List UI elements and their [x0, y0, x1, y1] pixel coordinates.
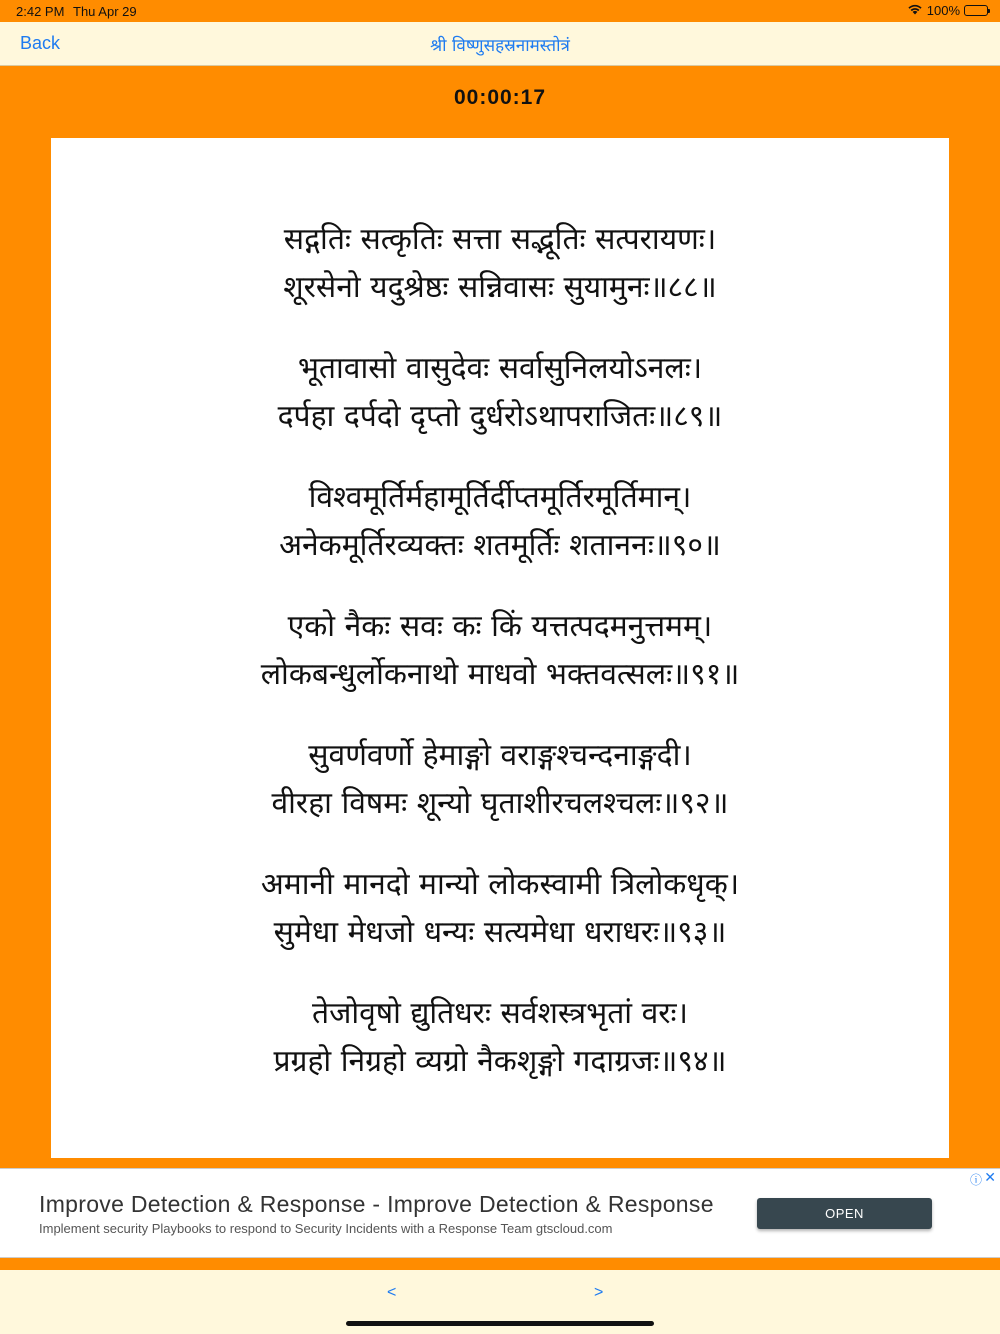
bottom-toolbar	[0, 1270, 1000, 1334]
close-icon[interactable]: ✕	[984, 1169, 996, 1185]
verse-line: विश्वमूर्तिर्महामूर्तिर्दीप्तमूर्तिरमूर्तिमान्।	[308, 480, 692, 515]
verse-line: वीरहा विषमः शून्यो घृताशीरचलश्चलः॥९२॥	[271, 786, 729, 821]
page-title: श्री विष्णुसहस्रनामस्तोत्रं	[430, 36, 570, 56]
verse-stanza	[51, 216, 949, 312]
verse-line: सद्गतिः सत्कृतिः सत्ता सद्भूतिः सत्परायणः।	[283, 222, 717, 257]
verse-stanza	[51, 861, 949, 957]
verse-stanza	[51, 603, 949, 699]
status-date: Thu Apr 29	[73, 4, 137, 19]
verse-line: भूतावासो वासुदेवः सर्वासुनिलयोऽनलः।	[297, 351, 703, 386]
wifi-icon	[907, 3, 923, 18]
verse-line: अनेकमूर्तिरव्यक्तः शतमूर्तिः शताननः॥९०॥	[279, 528, 721, 563]
navigation-bar	[0, 22, 1000, 66]
verse-line: लोकबन्धुर्लोकनाथो माधवो भक्तवत्सलः॥९१॥	[260, 657, 740, 692]
verse-line: सुवर्णवर्णो हेमाङ्गो वराङ्गश्चन्दनाङ्गदी।	[308, 738, 692, 773]
home-indicator[interactable]	[346, 1321, 654, 1326]
verse-line: अमानी मानदो मान्यो लोकस्वामी त्रिलोकधृक्।	[260, 867, 740, 902]
battery-icon	[964, 5, 988, 16]
previous-button[interactable]: <	[387, 1284, 397, 1301]
verse-stanza	[51, 990, 949, 1086]
verse-line: शूरसेनो यदुश्रेष्ठः सन्निवासः सुयामुनः॥८८॥	[283, 270, 717, 305]
verse-list	[51, 216, 949, 1119]
verse-stanza	[51, 345, 949, 441]
next-button[interactable]: >	[594, 1284, 604, 1301]
back-button[interactable]: Back	[20, 33, 61, 53]
ad-title[interactable]: Improve Detection & Response - Improve Detection & Response	[39, 1191, 714, 1217]
verse-card	[51, 138, 949, 1158]
info-icon[interactable]: ⓘ	[969, 1173, 982, 1187]
status-right	[907, 3, 988, 18]
verse-stanza	[51, 474, 949, 570]
status-time: 2:42 PM	[16, 4, 65, 19]
verse-line: प्रग्रहो निग्रहो व्यग्रो नैकश‍ृङ्गो गदाग्रजः॥९४॥	[273, 1044, 727, 1079]
battery-percent: 100%	[926, 3, 960, 18]
verse-line: सुमेधा मेधजो धन्यः सत्यमेधा धराधरः॥९३॥	[273, 915, 727, 950]
status-bar	[0, 0, 1000, 22]
ad-banner[interactable]	[0, 1168, 1000, 1258]
verse-stanza	[51, 732, 949, 828]
ad-open-button[interactable]: OPEN	[757, 1198, 932, 1229]
verse-line: दर्पहा दर्पदो दृप्तो दुर्धरोऽथापराजितः॥८९॥	[277, 399, 723, 434]
verse-line: एको नैकः सवः कः किं यत्तत्पदमनुत्तमम्।	[287, 609, 713, 644]
verse-line: तेजोवृषो द्युतिधरः सर्वशस्त्रभृतां वरः।	[311, 996, 688, 1031]
ad-description: Implement security Playbooks to respond to Security Incidents with a Response Team gtscloud.com	[39, 1221, 613, 1236]
elapsed-timer: 00:00:17	[453, 86, 547, 109]
